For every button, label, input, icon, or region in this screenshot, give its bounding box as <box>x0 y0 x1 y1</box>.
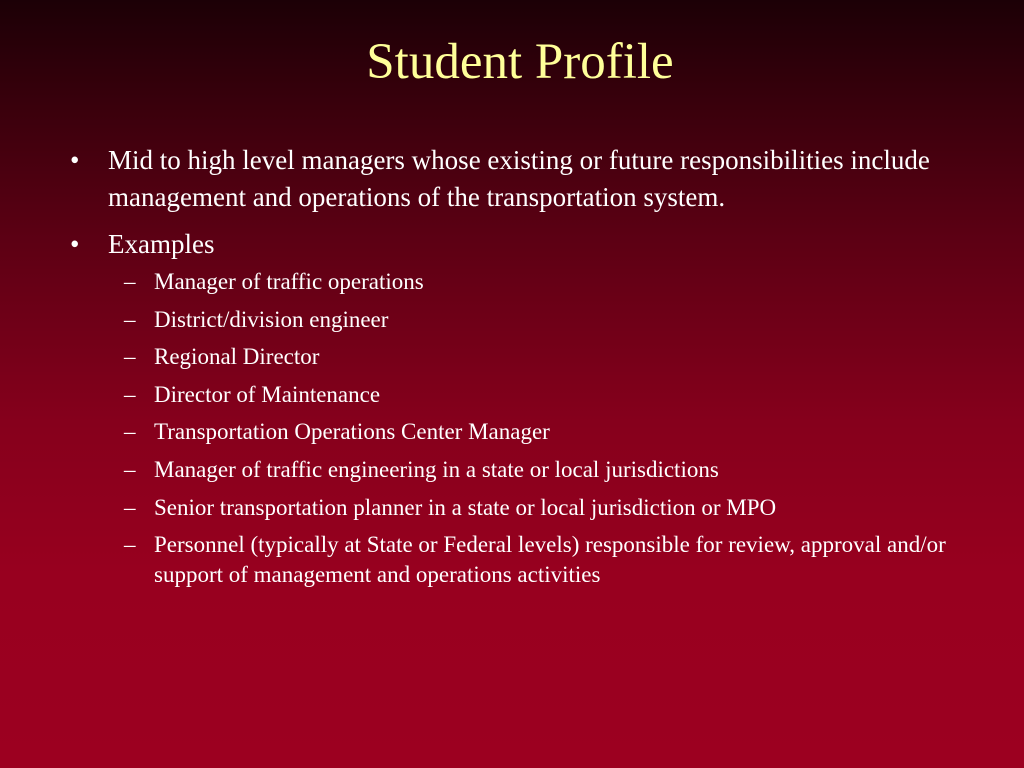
examples-list <box>70 267 950 590</box>
sub-bullet-text: District/division engineer <box>154 306 389 332</box>
sub-bullet-text: Director of Maintenance <box>154 381 381 407</box>
sub-bullet-text: Regional Director <box>154 344 320 370</box>
sub-bullet-item <box>70 267 950 297</box>
sub-bullet-text: Personnel (typically at State or Federal levels) responsible for review, approval and/or support of management and operations activities <box>154 532 946 588</box>
slide-body <box>70 142 950 598</box>
sub-bullet-text: Transportation Operations Center Manager <box>154 419 550 445</box>
bullet-item <box>70 142 950 216</box>
sub-bullet-item <box>70 530 950 590</box>
dash-marker: – <box>124 456 136 482</box>
bullet-marker: • <box>70 145 80 175</box>
sub-bullet-text: Senior transportation planner in a state or local jurisdiction or MPO <box>154 494 777 520</box>
sub-bullet-item <box>70 455 950 485</box>
dash-marker: – <box>124 419 136 445</box>
bullet-item <box>70 226 950 263</box>
sub-bullet-item <box>70 417 950 447</box>
sub-bullet-text: Manager of traffic operations <box>154 269 424 294</box>
sub-bullet-text: Manager of traffic engineering in a state or local jurisdictions <box>154 456 719 482</box>
sub-bullet-item <box>70 305 950 335</box>
dash-marker: – <box>124 381 136 407</box>
bullet-marker: • <box>70 229 80 259</box>
dash-marker: – <box>124 269 136 294</box>
bullet-text: Mid to high level managers whose existing or future responsibilities include management and operations of the transportation system. <box>108 145 930 212</box>
dash-marker: – <box>124 494 136 520</box>
slide-title: Student Profile <box>366 34 674 90</box>
dash-marker: – <box>124 532 136 558</box>
bullet-text: Examples <box>108 229 215 259</box>
sub-bullet-item <box>70 342 950 372</box>
dash-marker: – <box>124 344 136 370</box>
dash-marker: – <box>124 306 136 332</box>
sub-bullet-item <box>70 493 950 523</box>
sub-bullet-item <box>70 380 950 410</box>
